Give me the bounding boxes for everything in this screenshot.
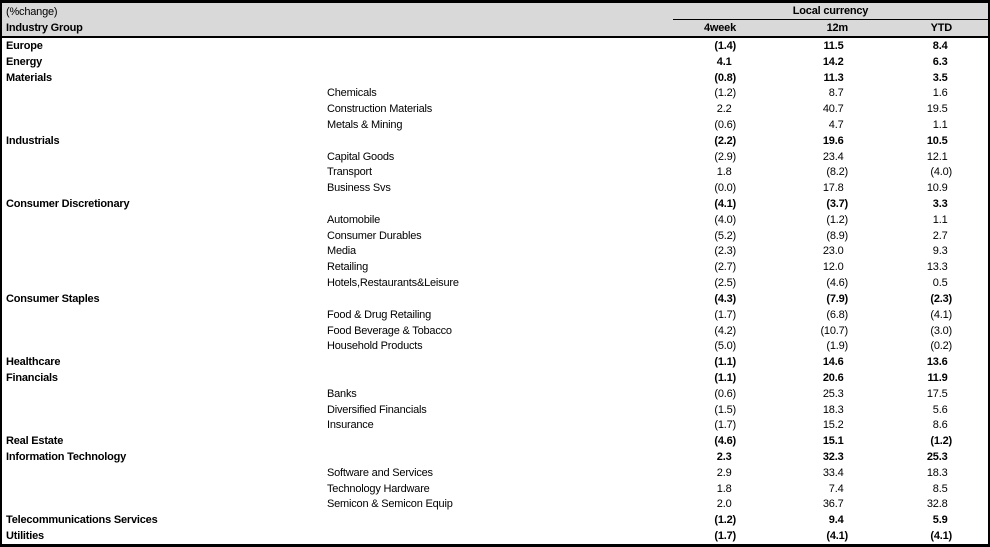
table-row [2, 307, 988, 323]
subsector-label: Media [327, 245, 356, 258]
cell-4week: (1.2) [714, 87, 736, 100]
industry-group-label: Telecommunications Services [6, 514, 158, 527]
cell-12m: (7.9) [826, 292, 848, 305]
cell-12m: (10.7) [820, 324, 848, 337]
cell-4week: (5.0) [714, 340, 736, 353]
table-row [2, 259, 988, 275]
table-row [2, 449, 988, 465]
cell-ytd: 17.5 [926, 387, 948, 400]
cell-4week: (0.0) [714, 182, 736, 195]
table-row [2, 165, 988, 181]
cell-4week: (2.9) [714, 150, 736, 163]
cell-ytd: (0.2) [930, 340, 952, 353]
cell-12m: (1.2) [826, 213, 848, 226]
table-row [2, 481, 988, 497]
subsector-label: Metals & Mining [327, 118, 403, 131]
cell-4week: 4.1 [716, 55, 732, 68]
cell-4week: (5.2) [714, 229, 736, 242]
cell-ytd: 8.4 [932, 39, 948, 52]
header-row-columns [2, 20, 988, 36]
cell-ytd: 8.5 [932, 482, 948, 495]
cell-12m: (4.1) [826, 530, 848, 543]
subsector-label: Household Products [327, 340, 423, 353]
subsector-label: Hotels,Restaurants&Leisure [327, 277, 459, 290]
table-row [2, 149, 988, 165]
cell-4week: (2.7) [714, 261, 736, 274]
cell-12m: 23.4 [822, 150, 844, 163]
industry-group-label: Financials [6, 371, 58, 384]
table-row [2, 101, 988, 117]
cell-ytd: 13.3 [926, 261, 948, 274]
cell-ytd: 8.6 [932, 419, 948, 432]
cell-4week: (2.2) [714, 134, 736, 147]
industry-group-label: Consumer Staples [6, 292, 100, 305]
subsector-label: Banks [327, 387, 357, 400]
cell-ytd: 6.3 [932, 55, 948, 68]
industry-group-label: Energy [6, 55, 43, 68]
cell-12m: 19.6 [822, 134, 844, 147]
cell-ytd: 1.1 [932, 118, 948, 131]
cell-12m: 23.0 [822, 245, 844, 258]
cell-12m: (8.2) [826, 166, 848, 179]
subsector-label: Food Beverage & Tobacco [327, 324, 452, 337]
cell-4week: (4.1) [714, 198, 736, 211]
subsector-label: Semicon & Semicon Equip [327, 498, 453, 511]
cell-12m: 17.8 [822, 182, 844, 195]
subsector-label: Insurance [327, 419, 374, 432]
column-header-ytd: YTD [930, 22, 952, 34]
table-row [2, 117, 988, 133]
cell-ytd: (3.0) [930, 324, 952, 337]
table-body [2, 38, 988, 544]
cell-12m: (8.9) [826, 229, 848, 242]
subsector-label: Capital Goods [327, 150, 395, 163]
cell-4week: (4.2) [714, 324, 736, 337]
industry-group-label: Information Technology [6, 451, 127, 464]
cell-12m: (1.9) [826, 340, 848, 353]
table-row [2, 402, 988, 418]
table-header [2, 3, 988, 38]
column-header-12m: 12m [826, 22, 848, 34]
table-row [2, 196, 988, 212]
cell-12m: (3.7) [826, 198, 848, 211]
cell-4week: (0.6) [714, 387, 736, 400]
cell-ytd: (1.2) [930, 435, 952, 448]
table-row [2, 275, 988, 291]
cell-4week: (4.0) [714, 213, 736, 226]
cell-4week: (1.1) [714, 356, 736, 369]
table-row [2, 497, 988, 513]
table-row [2, 180, 988, 196]
cell-4week: 2.0 [716, 498, 732, 511]
cell-4week: 1.8 [716, 482, 732, 495]
column-header-4week: 4week [703, 22, 736, 34]
industry-group-label: Healthcare [6, 356, 61, 369]
cell-12m: 15.1 [822, 435, 844, 448]
subsector-label: Consumer Durables [327, 229, 422, 242]
table-row [2, 133, 988, 149]
subsector-label: Technology Hardware [327, 482, 430, 495]
cell-12m: 4.7 [828, 118, 844, 131]
cell-ytd: 10.9 [926, 182, 948, 195]
cell-12m: (6.8) [826, 308, 848, 321]
cell-12m: 18.3 [822, 403, 844, 416]
subsector-label: Automobile [327, 213, 381, 226]
percent-change-label: (%change) [6, 5, 58, 18]
cell-4week: (1.2) [714, 514, 736, 527]
cell-ytd: 0.5 [932, 277, 948, 290]
cell-12m: 25.3 [822, 387, 844, 400]
cell-4week: 2.9 [716, 466, 732, 479]
cell-12m: 7.4 [828, 482, 844, 495]
cell-4week: (1.7) [714, 419, 736, 432]
industry-group-label: Materials [6, 71, 52, 84]
cell-12m: 20.6 [822, 371, 844, 384]
table-row [2, 354, 988, 370]
cell-ytd: 25.3 [926, 451, 948, 464]
subsector-label: Business Svs [327, 182, 391, 195]
cell-12m: 40.7 [822, 103, 844, 116]
cell-12m: 36.7 [822, 498, 844, 511]
cell-4week: 2.3 [716, 451, 732, 464]
header-row-spanner [2, 3, 988, 20]
cell-ytd: 10.5 [926, 134, 948, 147]
industry-group-label: Utilities [6, 530, 44, 543]
table-row [2, 54, 988, 70]
cell-12m: 15.2 [822, 419, 844, 432]
table-row [2, 338, 988, 354]
table-row [2, 38, 988, 54]
cell-4week: (1.7) [714, 530, 736, 543]
cell-ytd: 3.3 [932, 198, 948, 211]
cell-4week: (1.7) [714, 308, 736, 321]
cell-12m: 12.0 [822, 261, 844, 274]
cell-4week: (0.6) [714, 118, 736, 131]
subsector-label: Transport [327, 166, 372, 179]
cell-12m: 9.4 [828, 514, 844, 527]
table-row [2, 418, 988, 434]
table-row [2, 70, 988, 86]
industry-group-label: Industrials [6, 134, 60, 147]
cell-12m: 33.4 [822, 466, 844, 479]
table-row [2, 528, 988, 544]
cell-12m: (4.6) [826, 277, 848, 290]
table-row [2, 386, 988, 402]
table-row [2, 465, 988, 481]
industry-group-column-header: Industry Group [6, 22, 83, 34]
subsector-label: Construction Materials [327, 103, 433, 116]
cell-4week: (1.4) [714, 39, 736, 52]
cell-ytd: (2.3) [930, 292, 952, 305]
cell-ytd: 19.5 [926, 103, 948, 116]
cell-ytd: 11.9 [927, 371, 948, 384]
cell-4week: (0.8) [714, 71, 736, 84]
industry-group-label: Consumer Discretionary [6, 198, 130, 211]
cell-ytd: (4.1) [930, 530, 952, 543]
local-currency-spanner-header: Local currency [673, 3, 988, 20]
table-row [2, 512, 988, 528]
subsector-label: Food & Drug Retailing [327, 308, 432, 321]
cell-12m: 11.3 [823, 71, 844, 84]
table-row [2, 323, 988, 339]
cell-12m: 14.2 [822, 55, 844, 68]
cell-ytd: 32.8 [926, 498, 948, 511]
table-row [2, 244, 988, 260]
subsector-label: Diversified Financials [327, 403, 427, 416]
cell-ytd: 1.6 [932, 87, 948, 100]
table-row [2, 85, 988, 101]
cell-ytd: 18.3 [926, 466, 948, 479]
cell-ytd: 9.3 [932, 245, 948, 258]
cell-ytd: 12.1 [926, 150, 948, 163]
cell-ytd: 1.1 [932, 213, 948, 226]
cell-4week: 2.2 [716, 103, 732, 116]
table-row [2, 212, 988, 228]
cell-ytd: 13.6 [926, 356, 948, 369]
cell-ytd: (4.0) [930, 166, 952, 179]
cell-12m: 14.6 [822, 356, 844, 369]
industry-group-label: Real Estate [6, 435, 64, 448]
industry-group-label: Europe [6, 39, 43, 52]
cell-4week: (4.3) [714, 292, 736, 305]
subsector-label: Chemicals [327, 87, 377, 100]
cell-ytd: 5.9 [932, 514, 948, 527]
cell-ytd: 5.6 [932, 403, 948, 416]
cell-4week: (1.5) [714, 403, 736, 416]
cell-4week: (4.6) [714, 435, 736, 448]
table-row [2, 228, 988, 244]
cell-12m: 11.5 [823, 39, 844, 52]
table-row [2, 370, 988, 386]
subsector-label: Software and Services [327, 466, 433, 479]
table-row [2, 291, 988, 307]
cell-ytd: 2.7 [932, 229, 948, 242]
cell-4week: (2.3) [714, 245, 736, 258]
cell-4week: (1.1) [714, 371, 736, 384]
cell-12m: 32.3 [822, 451, 844, 464]
cell-4week: (2.5) [714, 277, 736, 290]
cell-ytd: (4.1) [930, 308, 952, 321]
cell-4week: 1.8 [716, 166, 732, 179]
cell-ytd: 3.5 [932, 71, 948, 84]
cell-12m: 8.7 [828, 87, 844, 100]
subsector-label: Retailing [327, 261, 369, 274]
table-row [2, 433, 988, 449]
